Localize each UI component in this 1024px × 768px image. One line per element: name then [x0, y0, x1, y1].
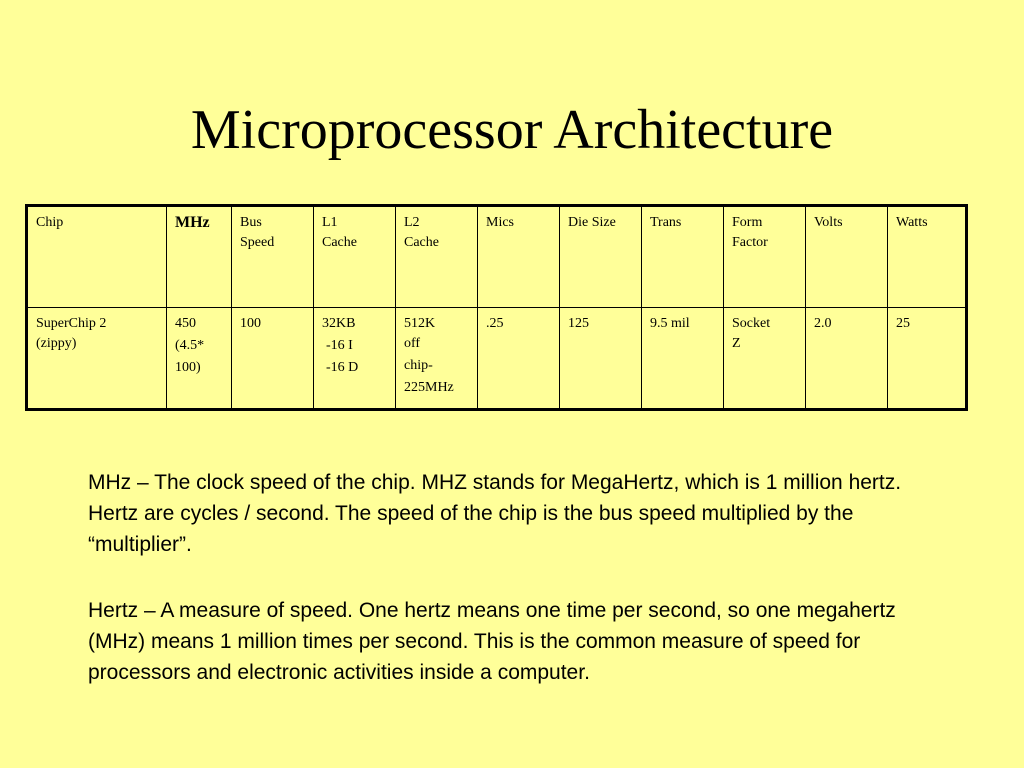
cell-l2-cache-line: 512K	[404, 316, 436, 331]
mhz-definition-paragraph: MHz – The clock speed of the chip. MHZ stands for MegaHertz, which is 1 million hertz. Hertz are cycles / second. The speed of the chip is the bus speed multiplied by the “multiplier”.	[88, 471, 902, 556]
header-form-factor-line: Factor	[732, 235, 768, 250]
cell-l1-cache-line: 32KB	[322, 316, 356, 331]
cell-mhz-line: 450	[175, 316, 196, 331]
header-mhz: MHz	[167, 206, 232, 308]
cell-l2-cache	[396, 308, 478, 410]
cell-volts: 2.0	[806, 308, 888, 410]
header-trans: Trans	[642, 206, 724, 308]
cell-l1-cache-line: -16 D	[326, 360, 359, 375]
table-row	[27, 308, 967, 410]
header-bus-speed-line: Bus	[240, 215, 262, 230]
cell-l1-cache-line: -16 I	[326, 338, 353, 353]
hertz-definition-paragraph: Hertz – A measure of speed. One hertz means one time per second, so one megahertz (MHz) means 1 million times per second. This is the common measure of speed for processors and electronic activities inside a computer.	[88, 599, 896, 684]
header-l1-cache-line: L1	[322, 215, 338, 230]
cell-trans: 9.5 mil	[642, 308, 724, 410]
header-l2-cache-line: L2	[404, 215, 420, 230]
header-watts: Watts	[888, 206, 967, 308]
cell-chip-line: (zippy)	[36, 336, 77, 351]
chip-spec-table	[25, 204, 968, 411]
cell-l2-cache-line: 225MHz	[404, 380, 454, 395]
header-bus-speed	[232, 206, 314, 308]
cell-l2-cache-line: chip-	[404, 358, 433, 373]
cell-form-factor	[724, 308, 806, 410]
cell-form-factor-line: Socket	[732, 316, 771, 331]
header-chip: Chip	[27, 206, 167, 308]
header-l1-cache-line: Cache	[322, 235, 357, 250]
cell-chip	[27, 308, 167, 410]
table-header-row	[27, 206, 967, 308]
cell-bus-speed: 100	[232, 308, 314, 410]
cell-mhz-line: 100)	[175, 360, 201, 375]
header-l2-cache-line: Cache	[404, 235, 439, 250]
cell-l1-cache	[314, 308, 396, 410]
header-bus-speed-line: Speed	[240, 235, 275, 250]
cell-form-factor-line: Z	[732, 336, 741, 351]
header-volts: Volts	[806, 206, 888, 308]
cell-watts: 25	[888, 308, 967, 410]
cell-l2-cache-line: off	[404, 336, 421, 351]
header-die-size: Die Size	[560, 206, 642, 308]
cell-chip-line: SuperChip 2	[36, 316, 107, 331]
cell-die-size: 125	[560, 308, 642, 410]
header-l1-cache	[314, 206, 396, 308]
slide-title: Microprocessor Architecture	[190, 99, 834, 161]
cell-mics: .25	[478, 308, 560, 410]
cell-mhz	[167, 308, 232, 410]
header-form-factor	[724, 206, 806, 308]
header-l2-cache	[396, 206, 478, 308]
cell-mhz-line: (4.5*	[175, 338, 205, 353]
header-form-factor-line: Form	[732, 215, 763, 230]
header-mics: Mics	[478, 206, 560, 308]
